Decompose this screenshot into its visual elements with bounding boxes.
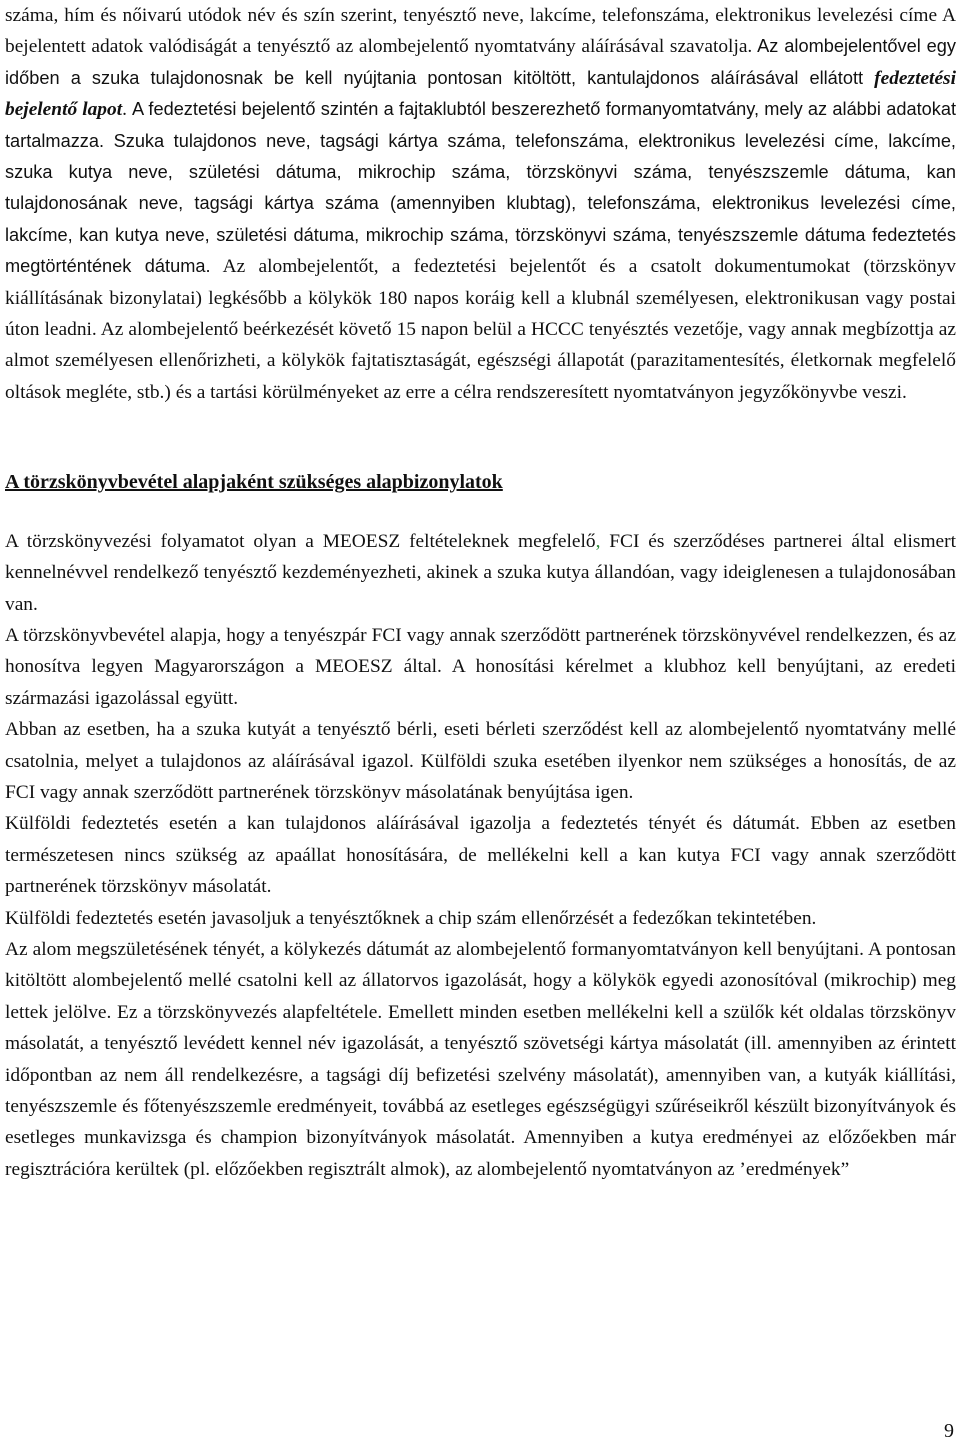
paragraph-leased-bitch: Abban az esetben, ha a szuka kutyát a tenyésztő bérli, eseti bérleti szerződést kell az alombejelentő nyomtatvány mellé csatolnia, melyet a tulajdonos az aláírásával igazol. Külföldi szuka esetében ilyenkor nem szükséges a honosítás, de az FCI vagy annak szerződött partnerének törzskönyv másolatának benyújtása igen. (5, 719, 956, 803)
text-segment: Az alombejelentőt, a fedeztetési bejelentőt és a csatolt dokumentumokat (törzskönyv kiállításának bizonylatai) legkésőbb a kölykök 180 napos koráig kell a klubnál személyesen, elektronikusan vagy postai úton leadni. Az alombejelentő beérkezését követő 15 napon belül a HCCC tenyésztés vezetője, vagy annak megbízottja az almot személyesen ellenőrizheti, a kölykök fajtatisztaságát, egészségi állapotát (parazitamentesítés, életkornak megfelelő oltások megléte, stb.) és a tartási körülményeket az erre a célra rendszeresített nyomtatványon jegyzőkönyvbe veszi. (5, 256, 957, 403)
text-segment: FCI és szerződéses partnerei által elismert kennelnévvel rendelkező tenyésztő kezdeményezheti, akinek a szuka kutya állandóan, vagy ideiglenesen a tulajdonosában van. (5, 530, 956, 615)
text-segment: száma, hím és nőivarú utódok név és szín szerint, tenyésztő neve, lakcíme, telefonszáma, elektronikus levelezési címe A bejelentett adatok valódiságát a tenyésztő az alombejelentő nyomtatvány aláírásával szavatolja. (5, 5, 956, 58)
text-segment: A törzskönyvezési folyamatot olyan a MEOESZ feltételeknek megfelelő (5, 530, 596, 552)
paragraph-chip-check: Külföldi fedeztetés esetén javasoljuk a tenyésztőknek a chip szám ellenőrzését a fedezőkan tekintetében. (5, 907, 817, 929)
page-number: 9 (944, 1420, 954, 1442)
emphasis-mating-form: fedeztetési bejelentő lapot (5, 67, 956, 121)
green-comma: , (595, 530, 601, 552)
text-segment-sans: Szuka tulajdonos neve, tagsági kártya száma, telefonszáma, elektronikus levelezési címe, lakcíme, szuka kutya neve, születési dátuma, mikrochip száma, törzskönyvi száma, tenyészszemle dátuma, kan tulajdonosának neve, tagsági kártya száma (amennyiben klubtag), telefonszáma, elektronikus levelezési címe, lakcíme, kan kutya neve, születési dátuma, mikrochip száma, törzskönyvi száma, tenyészszemle dátuma fedeztetés megtörténtének dátuma. (5, 130, 956, 277)
text-segment: . (122, 99, 133, 121)
paragraph-litter-birth: Az alom megszületésének tényét, a kölykezés dátumát az alombejelentő formanyomtatványon kell benyújtani. A pontosan kitöltött alombejelentő mellé csatolni kell az állatorvos igazolását, hogy a kölykök egyedi azonosítóval (mikrochip) meg lettek jelölve. Ez a törzskönyvezés alapfeltétele. Emellett minden esetben mellékelni kell a szülők két oldalas törzskönyv másolatát, a tenyésztő levédett kennel név igazolását, a tenyésztő szövetségi kártya másolatát (ill. amennyiben az érintett időpontban az nem áll rendelkezésre, a tagsági díj befizetési szelvény másolatát), amennyiben van, a kutyák kiállítási, tenyészszemle és főtenyészszemle eredményeit, továbbá az esetleges egészségügyi szűréseikről készült bizonyítványok és esetleges munkavizsga és champion bizonyítványok másolatát. Amennyiben a kutya eredményei az előzőekben már regisztrációra kerültek (pl. előzőekben regisztrált almok), az alombejelentő nyomtatványon az ’eredmények” (5, 938, 956, 1180)
paragraph-registration-basis: A törzskönyvbevétel alapja, hogy a tenyészpár FCI vagy annak szerződött partnerének törzskönyvével rendelkezzen, és az honosítva legyen Magyarországon a MEOESZ által. A honosítási kérelmet a klubhoz kell benyújtani, az eredeti származási igazolással együtt. (5, 624, 956, 709)
paragraph-registration-process (5, 526, 956, 620)
text-segment-sans: A fedeztetési bejelentő szintén a fajtaklubtól beszerezhető formanyomtatvány, mely az alábbi adatokat tartalmazza. (5, 99, 956, 151)
document-page (5, 0, 956, 1185)
paragraph-litter-report (5, 0, 956, 408)
text-segment-sans: Az alombejelentővel egy időben a szuka tulajdonosnak be kell nyújtania pontosan kitöltött, kantulajdonos aláírásával ellátott (5, 36, 956, 88)
section-heading: A törzskönyvbevétel alapjaként szükséges alapbizonylatok (5, 471, 503, 494)
paragraph-foreign-mating: Külföldi fedeztetés esetén a kan tulajdonos aláírásával igazolja a fedeztetés tényét és dátumát. Ebben az esetben természetesen nincs szükség az apaállat honosítására, de mellékelni kell a kan kutya FCI vagy annak szerződött partnerének törzskönyv másolatát. (5, 813, 956, 898)
